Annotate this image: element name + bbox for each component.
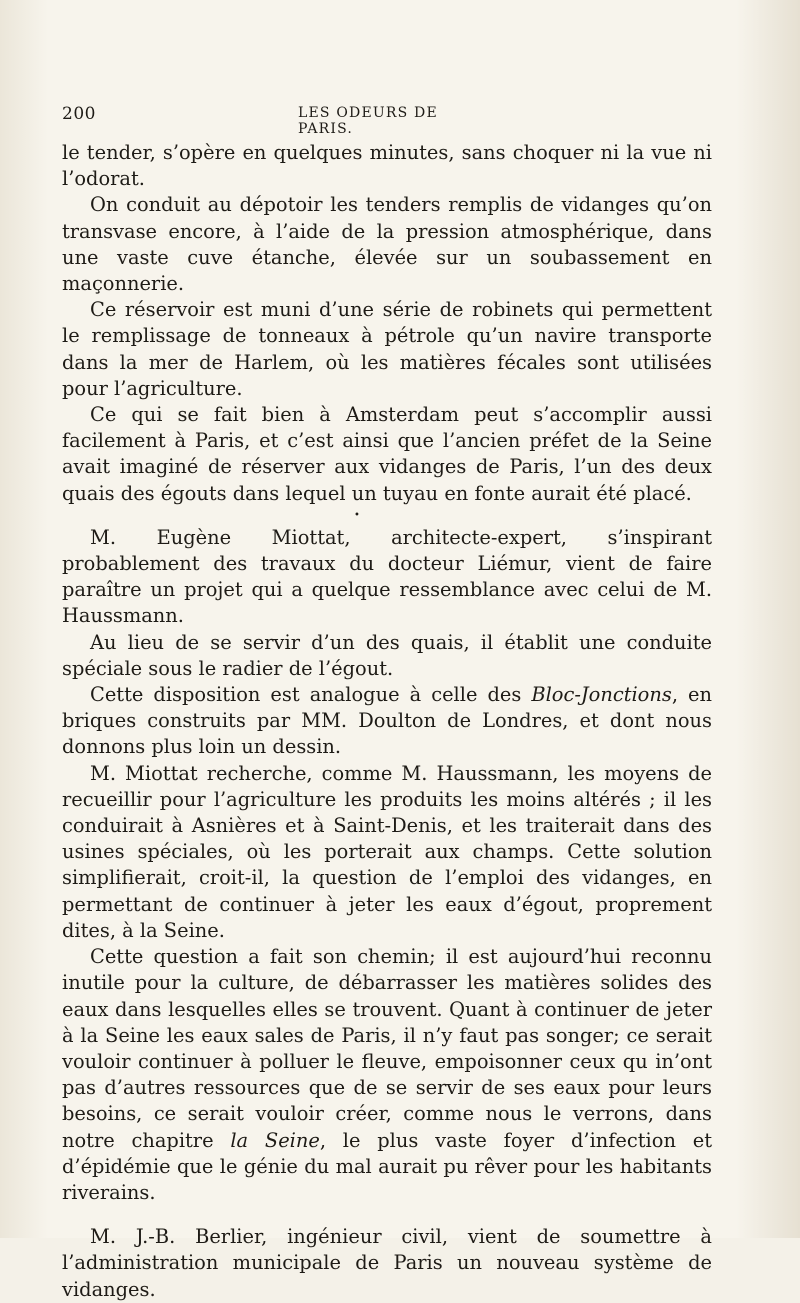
paragraph bbox=[62, 682, 712, 761]
page-number: 200 bbox=[62, 104, 96, 124]
italic-term: la Seine bbox=[230, 1128, 320, 1152]
text-run: , en briques construits par MM. Doulton de Londres, et dont nous donnons plus loin un dessin. bbox=[62, 683, 712, 759]
paragraph bbox=[62, 944, 712, 1206]
paragraph: Ce réservoir est muni d’une série de robinets qui permettent le remplissage de tonneaux à pétrole qu’un navire transporte dans la mer de Harlem, où les matières fécales sont utilisées pour l’agriculture. bbox=[62, 298, 712, 400]
text-run: Cette question a fait son chemin; il est aujourd’hui reconnu inutile pour la culture, de débarrasser les matières solides des eaux dans lesquelles elles se trouvent. Quant à continuer de jeter à la Seine les eaux sales de Paris, il n’y faut pas songer; ce serait vouloir continuer à polluer le fleuve, empoisonner ceux qu in’ont pas d’autres ressources que de se servir de ses eaux pour leurs besoins, ce serait vouloir créer, comme nous le verrons, dans notre chapitre bbox=[62, 945, 712, 1152]
text-run: , le plus vaste foyer d’infection et d’épidémie que le génie du mal aurait pu rêver pour les habitants riverains. bbox=[62, 1128, 712, 1204]
page-body bbox=[62, 140, 712, 1303]
paragraph: M. Miottat recherche, comme M. Haussmann, les moyens de recueillir pour l’agriculture les produits les moins altérés ; il les conduirait à Asnières et à Saint-Denis, et les traiterait dans des usines spéciales, où les porterait aux champs. Cette solution simplifierait, croit-il, la question de l’emploi des vidanges, en permettant de continuer à jeter les eaux d’égout, proprement dites, à la Seine. bbox=[62, 761, 712, 942]
paragraph: M. J.-B. Berlier, ingénieur civil, vient de soumettre à l’administration municipale de Paris un nouveau système de vidanges. bbox=[62, 1225, 712, 1301]
text-run: Cette disposition est analogue à celle des bbox=[90, 683, 532, 707]
paragraph-continuation: le tender, s’opère en quelques minutes, sans choquer ni la vue ni l’odorat. bbox=[62, 141, 712, 191]
italic-term: Bloc-Jonctions bbox=[531, 683, 672, 707]
running-title: LES ODEURS DE PARIS. bbox=[298, 105, 438, 137]
paragraph: On conduit au dépotoir les tenders remplis de vidanges qu’on transvase encore, à l’aide de la pression atmosphérique, dans une vaste cuve étanche, élevée sur un soubassement en maçonnerie. bbox=[62, 193, 712, 296]
paragraph: Ce qui se fait bien à Amsterdam peut s’accomplir aussi facilement à Paris, et c’est ainsi que l’ancien préfet de la Seine avait imaginé de réserver aux vidanges de Paris, l’un des deux quais des égouts dans lequel un tuyau en fonte aurait été placé. bbox=[62, 403, 712, 505]
paragraph: Au lieu de se servir d’un des quais, il établit une conduite spéciale sous le radier de l’égout. bbox=[62, 630, 712, 680]
paragraph: M. Eugène Miottat, architecte-expert, s’inspirant probablement des travaux du docteur Liémur, vient de faire paraître un projet qui a quelque ressemblance avec celui de M. Haussmann. bbox=[62, 525, 712, 628]
section-separator: • bbox=[354, 509, 360, 521]
